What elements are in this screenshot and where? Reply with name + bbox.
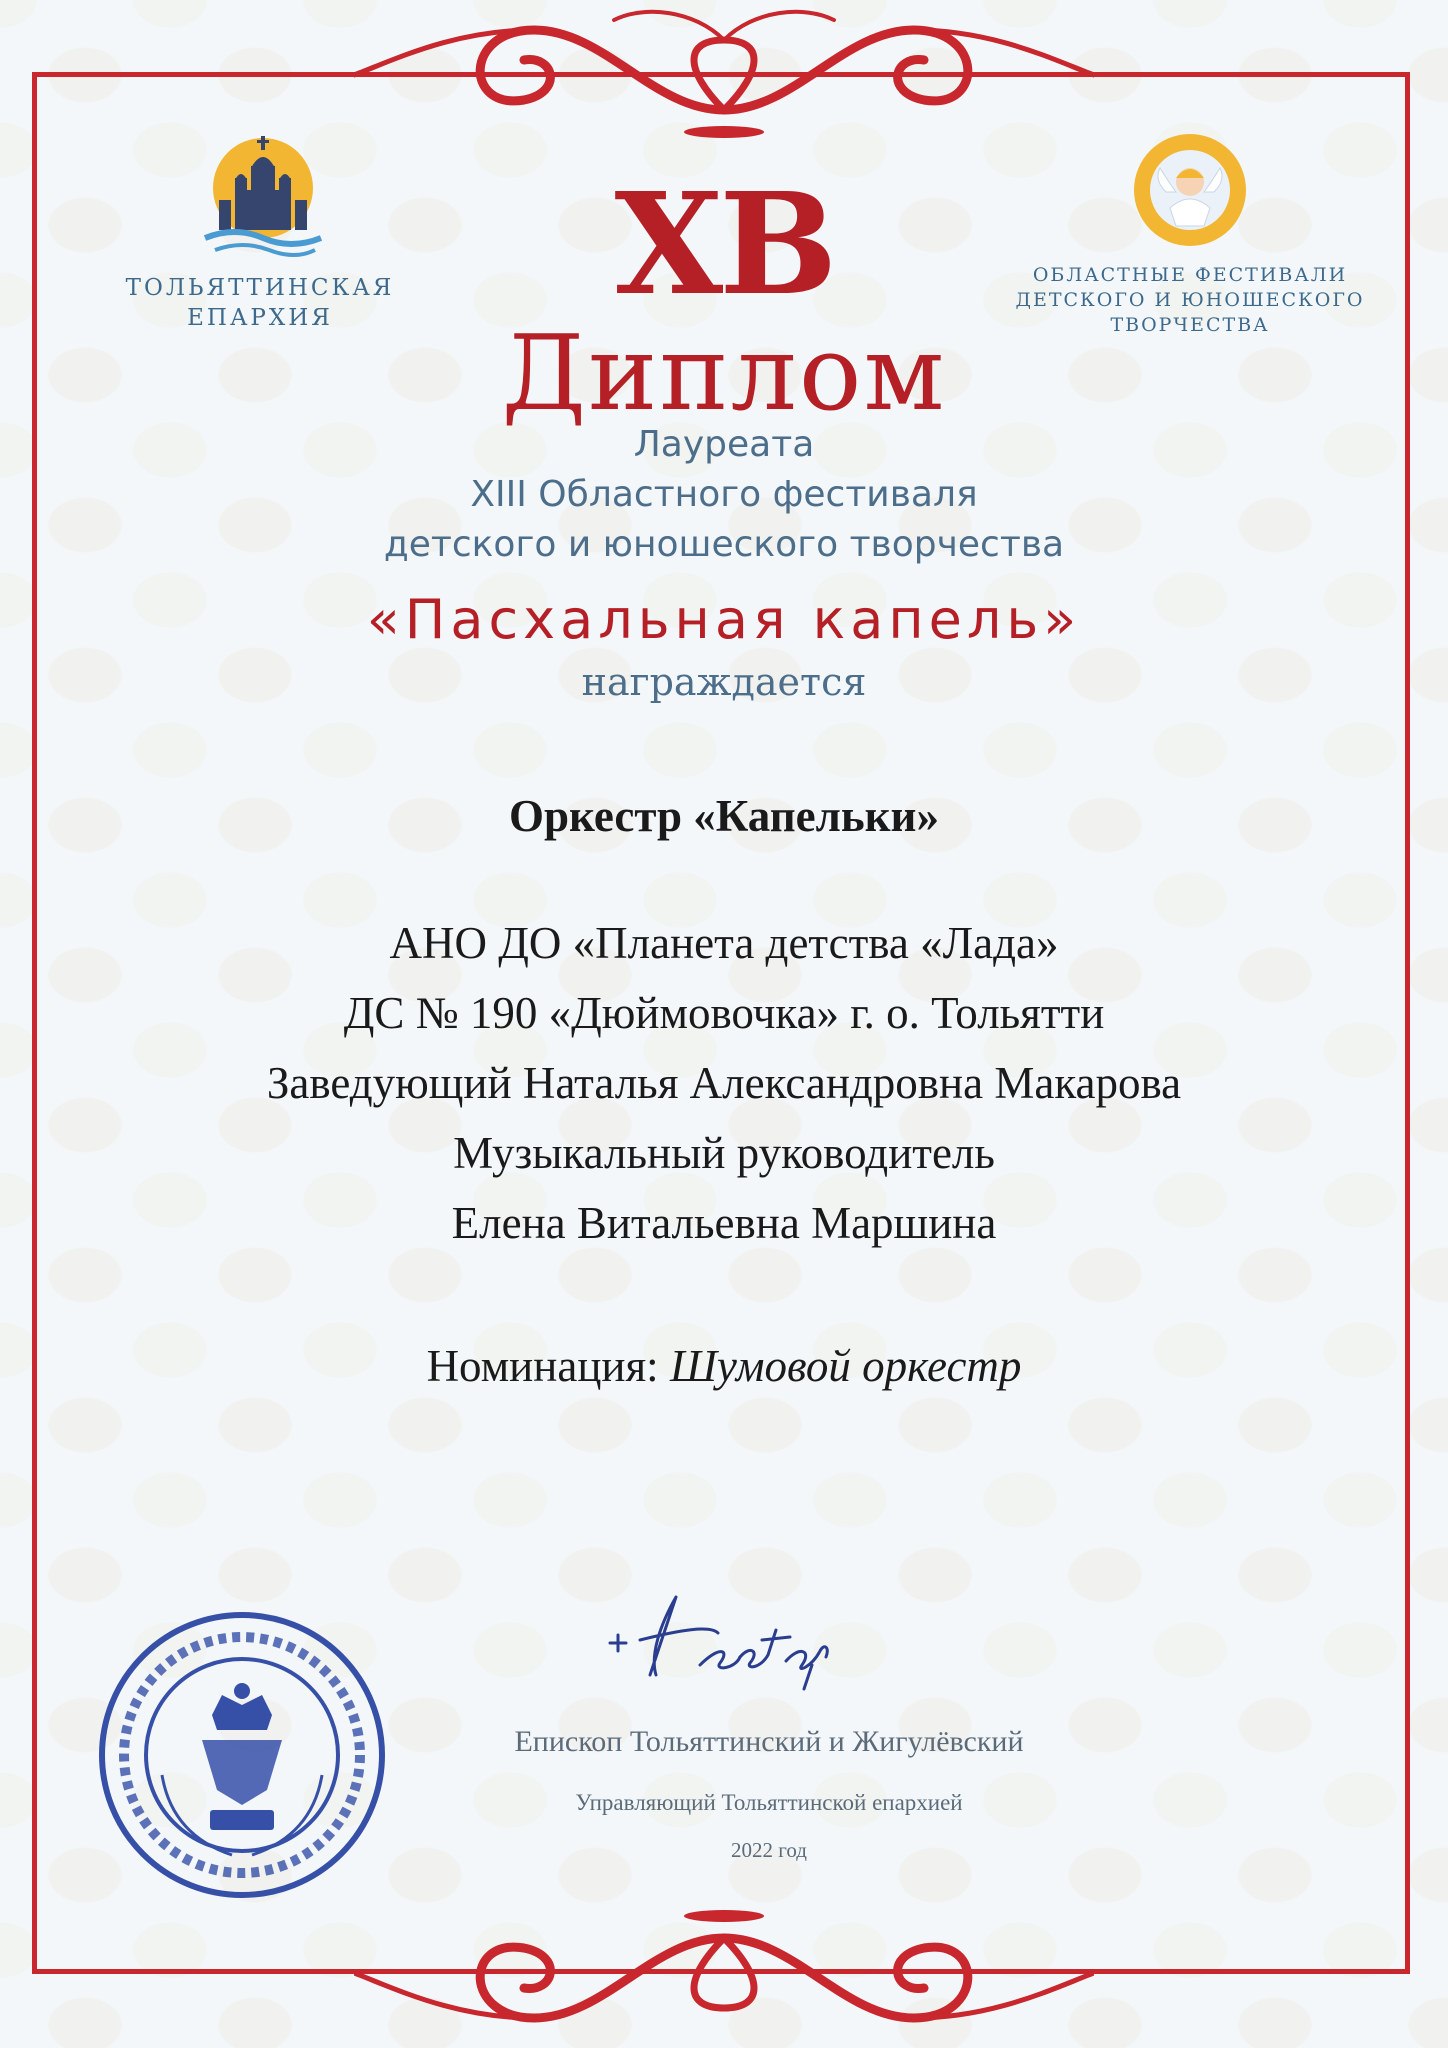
festival-scope-line: детского и юношеского творчества bbox=[383, 524, 1065, 565]
diploma-title: Диплом bbox=[501, 312, 947, 434]
right-org-line-1: ОБЛАСТНЫЕ ФЕСТИВАЛИ bbox=[1032, 264, 1348, 286]
top-ornament bbox=[354, 0, 1094, 140]
festival-number-line: XIII Областного фестиваля bbox=[470, 474, 978, 515]
nomination bbox=[0, 1340, 1448, 1392]
issue-year: 2022 год bbox=[731, 1838, 807, 1862]
detail-line: Елена Витальевна Маршина bbox=[451, 1198, 997, 1248]
detail-line: Музыкальный руководитель bbox=[453, 1128, 995, 1178]
right-org-line-2: ДЕТСКОГО И ЮНОШЕСКОГО bbox=[1015, 289, 1365, 311]
left-org-line-1: ТОЛЬЯТТИНСКАЯ bbox=[125, 275, 395, 301]
awarded-label: награждается bbox=[581, 660, 867, 704]
bottom-ornament bbox=[354, 1908, 1094, 2048]
detail-line: ДС № 190 «Дюймовочка» г. о. Тольятти bbox=[343, 988, 1105, 1038]
bishop-title: Епископ Тольяттинский и Жигулёвский bbox=[514, 1725, 1024, 1758]
monogram: ХВ bbox=[614, 163, 834, 327]
signature bbox=[590, 1585, 850, 1695]
manager-title: Управляющий Тольяттинской епархией bbox=[575, 1790, 963, 1815]
detail-line: АНО ДО «Планета детства «Лада» bbox=[389, 918, 1059, 968]
nomination-label: Номинация: bbox=[426, 1341, 659, 1391]
nomination-value: Шумовой оркестр bbox=[669, 1341, 1022, 1391]
laureate-line: Лауреата bbox=[633, 424, 815, 465]
right-org-line-3: ТВОРЧЕСТВА bbox=[1110, 314, 1270, 336]
festival-name: «Пасхальная капель» bbox=[366, 588, 1082, 651]
left-org-line-2: ЕПАРХИЯ bbox=[187, 305, 333, 331]
detail-line: Заведующий Наталья Александровна Макарова bbox=[266, 1058, 1182, 1108]
recipient-name: Оркестр «Капельки» bbox=[508, 791, 939, 841]
recipient-details bbox=[0, 908, 1448, 1258]
